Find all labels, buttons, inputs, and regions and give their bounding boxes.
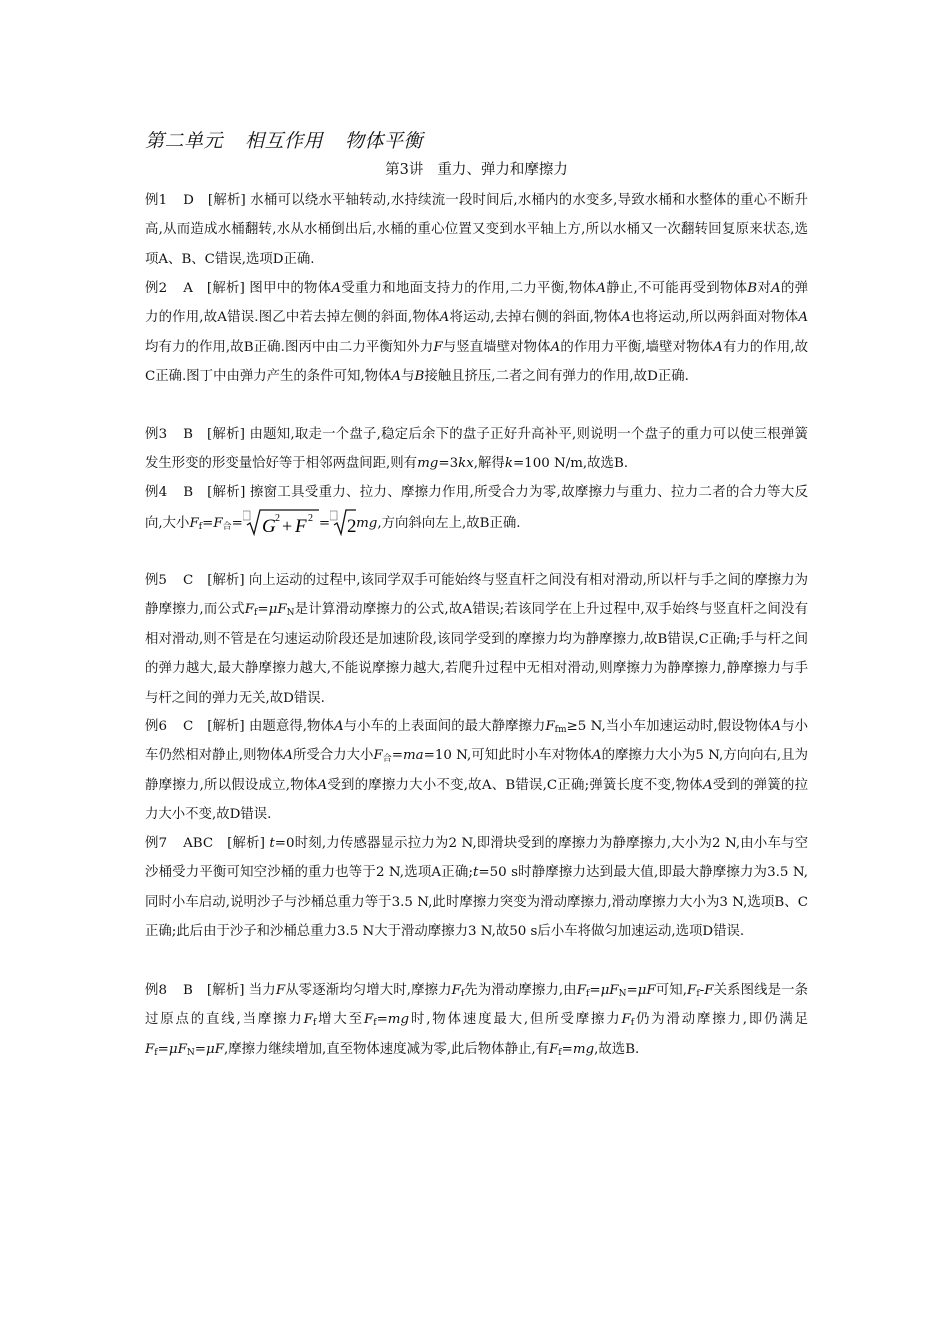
var: A [283, 748, 293, 764]
subscript: f [154, 1047, 158, 1058]
var: A [439, 310, 450, 326]
text: ,方向斜向左上,故B正确. [377, 516, 521, 532]
text: 仍为滑动摩擦力,即仍满足 [634, 1012, 809, 1028]
text: = [589, 983, 601, 998]
var: F [687, 983, 697, 998]
example-8: 例8 B [解析] 当力F从零逐渐均匀增大时,摩擦力$F_f$先为滑动摩擦力,由$F_f=\mu F_N=\mu F$可知$,F_f-F$关系图线是一条过原点的直线,当摩擦力$F_f$增大至$F_f=mg$时,物体速度最大,但所受摩擦力$F_f$仍为滑动摩擦力,即仍满足$F_f=\mu F_N=\mu F$,摩擦力继续增加,直至物体速度减为零,此后物体静止,有$F_f=mg$,故选B. [145, 983, 809, 1058]
lecture-topic: 重力、弹力和摩擦力 [437, 162, 568, 178]
example-7 [145, 829, 808, 947]
var: F [704, 983, 714, 998]
text: ,解得 [473, 456, 505, 472]
radicand: 2 [347, 516, 357, 538]
example-6 [145, 712, 808, 830]
var: F [576, 983, 586, 998]
analysis-tag: [解析] [207, 427, 245, 442]
var: A [713, 339, 723, 355]
text: 也将运动,所以两斜面对物体 [630, 310, 799, 326]
var: F [244, 602, 255, 618]
var: F [275, 983, 286, 998]
text: = [231, 516, 243, 532]
text: 与小车的上表面间的最大静摩擦力 [343, 719, 546, 734]
example-4 [145, 478, 808, 539]
text: 关系图线是一条过原点的直线,当摩擦力 [145, 983, 809, 1028]
var: mg [387, 1012, 410, 1028]
var: A [317, 777, 328, 793]
text: 静止,不可能再受到物体 [605, 281, 748, 296]
var: F [145, 1041, 155, 1057]
text: = [202, 516, 214, 532]
exponent: 2 [307, 513, 313, 525]
var: A [596, 281, 606, 296]
text: =3 [438, 456, 459, 472]
example-answer: A [183, 281, 193, 296]
analysis-tag: [解析] [207, 573, 245, 588]
example-label: 例1 [145, 193, 168, 208]
var: A [333, 719, 344, 734]
var-f: F [294, 516, 307, 538]
exponent: 2 [274, 513, 280, 525]
text: 与 [401, 369, 415, 385]
subscript: f [696, 989, 700, 999]
text: = [626, 983, 638, 998]
var: ma [402, 748, 424, 764]
var: μ [600, 983, 610, 998]
var-g: G [261, 516, 276, 538]
text: 擦窗工具受重力、拉力、摩擦力作用,所受合力为零,故摩擦力与重力、拉力二者的合力等大反向,大小 [145, 485, 808, 532]
text: = [391, 748, 403, 764]
subscript: N [618, 989, 627, 999]
var: F [451, 983, 461, 998]
subscript: f [312, 1018, 317, 1029]
text: = [561, 1041, 573, 1057]
unit-topic-2: 物体平衡 [345, 130, 424, 152]
text: ,故选B. [594, 1041, 640, 1057]
example-3 [145, 420, 808, 479]
var: F [433, 339, 443, 355]
example-label: 例5 [145, 573, 167, 588]
var: F [646, 983, 656, 998]
var: A [391, 369, 402, 385]
sqrt-g2-f2 [243, 507, 319, 537]
example-label: 例4 [145, 485, 168, 500]
example-answer: B [183, 983, 193, 998]
example-answer: ABC [183, 836, 214, 851]
var: A [702, 777, 713, 793]
text: =50 s时静摩擦力达到最大值,即最大静摩擦力为3.5 N,同时小车启动,说明沙子与沙桶总重力等于3.5 N,此时摩擦力突变为滑动摩擦力,滑动摩擦力大小为3 N,选项B、C正确;此后由于沙子和沙桶总重力3.5 N大于滑动摩擦力3 N,故50 s后小车将做匀加速运动,选项D错误. [145, 865, 808, 940]
var: F [609, 983, 619, 998]
example-2 [145, 274, 808, 392]
text: 的作用力平衡,墙壁对物体 [560, 339, 714, 355]
analysis-tag: [解析] [227, 836, 265, 851]
subscript: f [460, 989, 465, 999]
var: B [747, 281, 758, 296]
var: mg [356, 516, 378, 532]
var: F [177, 1041, 187, 1057]
analysis-tag: [解析] [207, 193, 246, 208]
var: B [414, 369, 425, 385]
text: 接触且挤压,二者之间有弹力的作用,故D正确. [424, 369, 689, 385]
text: 受到的弹簧的拉力大小不变,故D错误. [145, 777, 808, 823]
subscript: f [585, 989, 590, 999]
text: 先为滑动摩擦力,由 [464, 983, 577, 998]
subscript: f [198, 522, 203, 533]
text: 向上运动的过程中,该同学双手可能始终与竖直杆之间没有相对滑动,所以杆与手之间的摩擦力为静摩擦力,而公式 [145, 573, 808, 618]
var: F [373, 748, 383, 764]
text: 可知, [655, 983, 688, 998]
var: t [472, 865, 479, 881]
var: A [550, 339, 561, 355]
text: 与竖直墙壁对物体 [442, 339, 551, 355]
analysis-tag: [解析] [207, 719, 245, 734]
example-label: 例8 [145, 983, 168, 998]
var: F [213, 516, 223, 532]
var: F [545, 719, 555, 734]
sqrt-2 [330, 507, 356, 537]
text: = [376, 1012, 388, 1028]
text: 增大至 [316, 1012, 364, 1028]
subscript: 合 [222, 522, 232, 533]
var: μ [268, 602, 278, 618]
text: 将运动,去掉右侧的斜面,物体 [449, 310, 622, 326]
var: mg [417, 456, 439, 472]
var: A [798, 310, 808, 326]
var: F [277, 602, 287, 618]
example-text: 水桶可以绕水平轴转动,水持续流一段时间后,水桶内的水变多,导致水桶和水整体的重心不断升高,从而造成水桶翻转,水从水桶倒出后,水桶的重心位置又变到水平轴上方,所以水桶又一次翻转回复原来状态,选项A、B、C错误,选项D正确. [145, 193, 808, 267]
text: =10 N,可知此时小车对物体 [423, 748, 592, 764]
subscript: f [630, 1018, 635, 1029]
example-label: 例7 [145, 836, 168, 851]
lecture-title [145, 158, 808, 179]
text: 所受合力大小 [292, 748, 374, 764]
var: μ [168, 1041, 178, 1057]
text: =100 N/m,故选B. [512, 456, 629, 472]
text: 的弹力的作用,故A错误.图乙中若去掉左侧的斜面,物体 [145, 281, 809, 326]
var: F [189, 516, 199, 532]
example-answer: D [183, 193, 194, 208]
subscript: N [186, 1047, 195, 1058]
unit-number: 第二单元 [145, 130, 224, 152]
var: F [303, 1012, 313, 1028]
analysis-tag: [解析] [207, 485, 246, 500]
text: 受到的摩擦力大小不变,故A、B错误,C正确;弹簧长度不变,物体 [327, 777, 703, 793]
text: 与小车仍然相对静止,则物体 [145, 719, 808, 764]
example-answer: C [182, 573, 194, 588]
text: 对 [757, 281, 772, 296]
text: 受重力和地面支持力的作用,二力平衡,物体 [341, 281, 597, 296]
text: =0时刻,力传感器显示拉力为2 N,即滑块受到的摩擦力为静摩擦力,大小为2 N,由小车与空沙桶受力平衡可知空沙桶的重力也等于2 N,选项A正确; [145, 836, 808, 881]
text: 图甲中的物体 [249, 281, 332, 296]
text: ,摩擦力继续增加,直至物体速度减为零,此后物体静止,有 [223, 1041, 549, 1057]
example-label: 例6 [145, 719, 167, 734]
text: 是计算滑动摩擦力的公式,故A错误;若该同学在上升过程中,双手始终与竖直杆之间没有相对滑动,则不管是在匀速运动阶段还是加速阶段,该同学受到的摩擦力均为静摩擦力,故B错误,C正确;手与杆之间的弹力越大,最大静摩擦力越大,不能说摩擦力越大,若爬升过程中无相对滑动,则摩擦力为静摩擦力,静摩擦力与手与杆之间的弹力无关,故D错误. [145, 602, 808, 706]
text: = [257, 602, 269, 618]
analysis-tag: [解析] [206, 281, 245, 296]
text: = [318, 516, 331, 532]
subscript: f [373, 1018, 377, 1029]
text: = [194, 1041, 206, 1057]
example-label: 例2 [145, 281, 168, 296]
text: 由题意得,物体 [248, 719, 334, 734]
var: A [621, 310, 631, 326]
var: kx [458, 456, 474, 472]
text: ≥5 N,当小车加速运动时,假设物体 [566, 719, 772, 734]
var: F [621, 1012, 631, 1028]
var: F [363, 1012, 374, 1028]
example-answer: B [183, 485, 194, 500]
text: = [157, 1041, 169, 1057]
text: 从零逐渐均匀增大时,摩擦力 [285, 983, 452, 998]
subscript: f [558, 1047, 562, 1058]
analysis-tag: [解析] [206, 983, 245, 998]
text: 当力 [248, 983, 276, 998]
subscript: fm [554, 725, 567, 735]
var: μ [205, 1041, 215, 1057]
text: 均有力的作用,故B正确.图丙中由二力平衡知外力 [145, 339, 434, 355]
lecture-number: 第3讲 [385, 162, 424, 178]
example-answer: B [183, 427, 193, 442]
example-label: 例3 [145, 427, 168, 442]
example-5 [145, 566, 808, 713]
subscript: f [254, 608, 258, 619]
text: 的摩擦力大小为5 N,方向向右,且为静摩擦力,所以假设成立,物体 [145, 748, 808, 793]
subscript: N [286, 608, 295, 619]
text: 由题知,取走一个盘子,稳定后余下的盘子正好升高补平,则说明一个盘子的重力可以使三根弹簧发生形变的形变量恰好等于相邻两盘间距,则有 [145, 427, 808, 472]
var: A [331, 281, 342, 296]
var: k [504, 456, 513, 472]
var: A [591, 748, 602, 764]
text: 时,物体速度最大,但所受摩擦力 [409, 1012, 622, 1028]
example-1 [145, 186, 808, 274]
svg-text:+: + [281, 516, 293, 537]
var: mg [572, 1041, 595, 1057]
var: A [771, 719, 782, 734]
text: 有力的作用,故C正确.图丁中由弹力产生的条件可知,物体 [145, 339, 808, 385]
example-answer: C [182, 719, 194, 734]
unit-topic-1: 相互作用 [245, 130, 324, 152]
var: F [214, 1041, 224, 1057]
subscript: 合 [382, 754, 392, 765]
var: t [269, 836, 275, 851]
var: μ [637, 983, 647, 998]
var: F [549, 1041, 559, 1057]
unit-title [145, 126, 423, 153]
var: A [771, 281, 781, 296]
